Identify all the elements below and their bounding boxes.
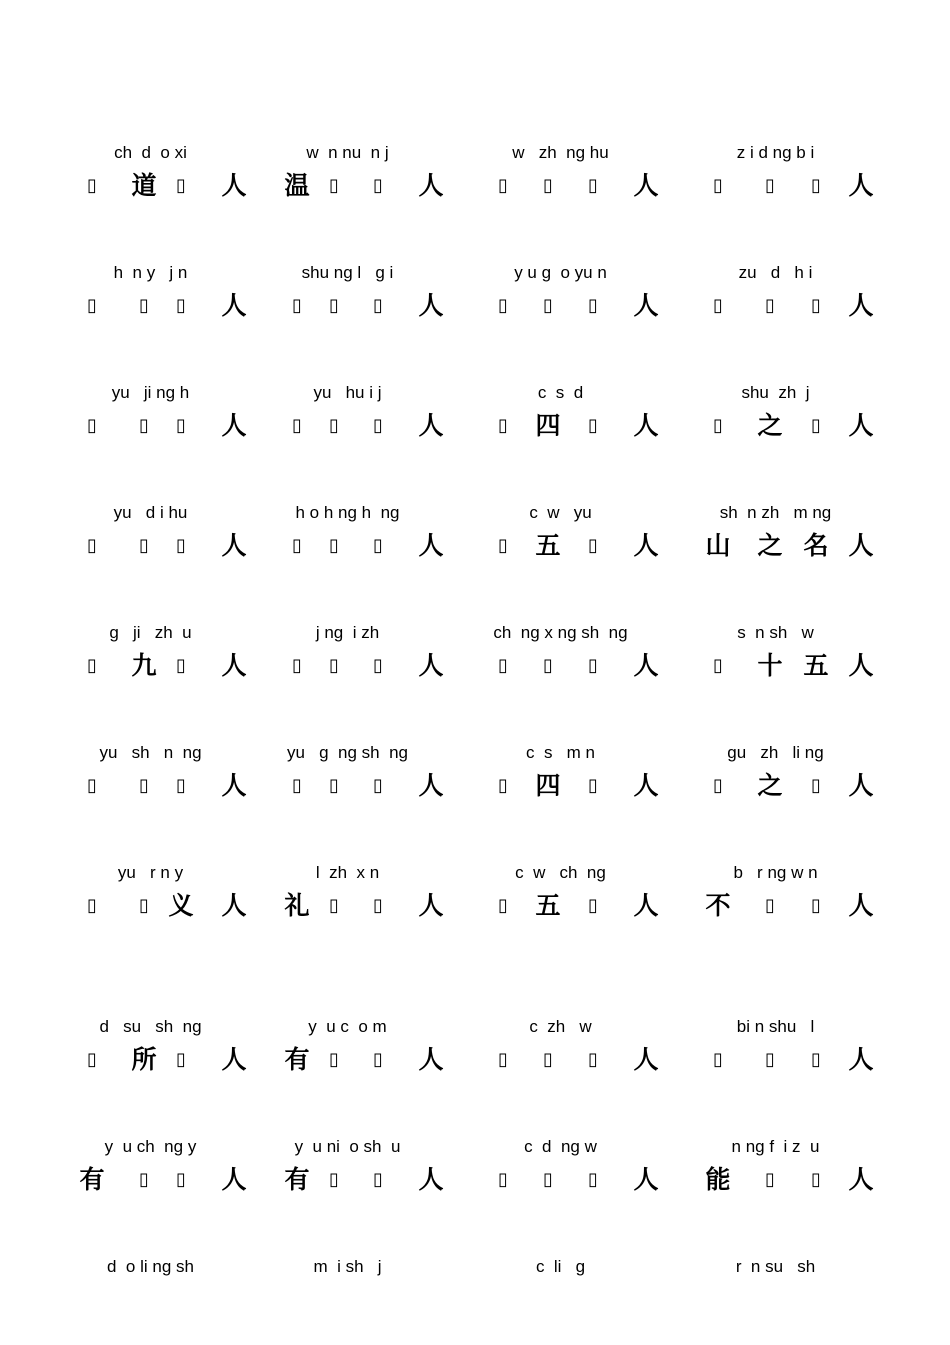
idiom-character: 名 (803, 531, 829, 560)
idiom-character: 之 (757, 771, 783, 800)
idiom-characters (43, 888, 258, 924)
idiom-character: 之 (757, 411, 783, 440)
idiom-cell (453, 502, 668, 582)
idiom-characters (668, 648, 883, 684)
idiom-character: 不 (705, 891, 731, 920)
idiom-cell (43, 742, 258, 822)
missing-character-box[interactable]: ▯ (329, 895, 339, 916)
missing-character-box[interactable]: ▯ (498, 175, 508, 196)
missing-character-box[interactable]: ▯ (373, 1049, 383, 1070)
idiom-cell (240, 862, 455, 942)
idiom-characters (43, 1162, 258, 1198)
idiom-character: 人 (633, 1045, 659, 1074)
idiom-character: 人 (221, 771, 247, 800)
idiom-cell (240, 742, 455, 822)
idiom-character: 人 (848, 651, 874, 680)
pinyin-label: l zh x n (315, 863, 380, 882)
idiom-character: 人 (848, 771, 874, 800)
missing-character-box[interactable]: ▯ (87, 535, 97, 556)
idiom-cell (453, 382, 668, 462)
idiom-character: 人 (633, 291, 659, 320)
missing-character-box[interactable]: ▯ (329, 415, 339, 436)
missing-character-box[interactable]: ▯ (588, 175, 598, 196)
missing-character-box[interactable]: ▯ (498, 415, 508, 436)
pinyin-label: ch ng x ng sh ng (493, 623, 628, 642)
idiom-cell (453, 262, 668, 342)
idiom-character: 人 (418, 411, 444, 440)
idiom-character: 山 (705, 531, 731, 560)
idiom-row (0, 622, 950, 702)
idiom-character: 人 (633, 171, 659, 200)
idiom-characters (668, 768, 883, 804)
pinyin-label: shu zh j (741, 383, 810, 402)
missing-character-box[interactable]: ▯ (498, 655, 508, 676)
missing-character-box[interactable]: ▯ (373, 175, 383, 196)
idiom-character: 人 (221, 171, 247, 200)
pinyin-label: c s d (537, 383, 584, 402)
missing-character-box[interactable]: ▯ (329, 175, 339, 196)
idiom-character: 义 (168, 891, 194, 920)
idiom-row (0, 1016, 950, 1096)
missing-character-box[interactable]: ▯ (498, 535, 508, 556)
idiom-character: 四 (535, 771, 561, 800)
missing-character-box[interactable]: ▯ (176, 295, 186, 316)
missing-character-box[interactable]: ▯ (543, 295, 553, 316)
pinyin-label: sh n zh m ng (719, 503, 832, 522)
idiom-cell (43, 1136, 258, 1216)
idiom-cell (668, 1016, 883, 1096)
idiom-character: 人 (418, 1165, 444, 1194)
pinyin-label: d o li ng sh (107, 1257, 194, 1276)
idiom-character: 九 (131, 651, 157, 680)
missing-character-box[interactable]: ▯ (373, 895, 383, 916)
missing-character-box[interactable]: ▯ (713, 655, 723, 676)
idiom-characters (43, 288, 258, 324)
pinyin-label: j ng i zh (315, 623, 380, 642)
missing-character-box[interactable]: ▯ (139, 535, 149, 556)
idiom-characters (240, 288, 455, 324)
missing-character-box[interactable]: ▯ (811, 895, 821, 916)
idiom-characters (240, 648, 455, 684)
idiom-character: 有 (79, 1165, 105, 1194)
missing-character-box[interactable]: ▯ (87, 295, 97, 316)
idiom-cell (453, 1016, 668, 1096)
missing-character-box[interactable]: ▯ (543, 175, 553, 196)
idiom-cell (453, 142, 668, 222)
idiom-character: 道 (131, 171, 157, 200)
missing-character-box[interactable]: ▯ (329, 1169, 339, 1190)
pinyin-label: yu ji ng h (111, 383, 190, 402)
idiom-row (0, 862, 950, 942)
idiom-characters (43, 408, 258, 444)
missing-character-box[interactable]: ▯ (329, 655, 339, 676)
idiom-characters (240, 528, 455, 564)
idiom-cell (240, 382, 455, 462)
missing-character-box[interactable]: ▯ (713, 775, 723, 796)
missing-character-box[interactable]: ▯ (765, 175, 775, 196)
pinyin-label: d su sh ng (99, 1017, 202, 1036)
pinyin-label: g ji zh u (109, 623, 192, 642)
missing-character-box[interactable]: ▯ (176, 1049, 186, 1070)
idiom-characters (453, 288, 668, 324)
idiom-cell (668, 622, 883, 702)
idiom-cell (240, 142, 455, 222)
missing-character-box[interactable]: ▯ (176, 775, 186, 796)
missing-character-box[interactable]: ▯ (811, 1049, 821, 1070)
idiom-character: 四 (535, 411, 561, 440)
idiom-characters (453, 528, 668, 564)
idiom-characters (453, 648, 668, 684)
idiom-character: 人 (848, 1045, 874, 1074)
pinyin-label: zu d h i (738, 263, 813, 282)
idiom-characters (240, 168, 455, 204)
idiom-character: 礼 (284, 891, 310, 920)
idiom-row (0, 1256, 950, 1336)
pinyin-label: w zh ng hu (512, 143, 609, 162)
idiom-characters (240, 408, 455, 444)
pinyin-label: y u c o m (308, 1017, 387, 1036)
missing-character-box[interactable]: ▯ (176, 415, 186, 436)
idiom-character: 人 (633, 771, 659, 800)
idiom-cell (668, 382, 883, 462)
idiom-character: 人 (848, 411, 874, 440)
pinyin-label: c li g (535, 1257, 586, 1276)
idiom-row (0, 502, 950, 582)
idiom-character: 人 (418, 651, 444, 680)
pinyin-label: h o h ng h ng (295, 503, 400, 522)
missing-character-box[interactable]: ▯ (811, 295, 821, 316)
pinyin-label: n ng f i z u (731, 1137, 820, 1156)
idiom-character: 人 (221, 651, 247, 680)
missing-character-box[interactable]: ▯ (176, 175, 186, 196)
idiom-characters (453, 168, 668, 204)
idiom-character: 人 (221, 531, 247, 560)
idiom-characters (240, 1042, 455, 1078)
idiom-cell (43, 622, 258, 702)
idiom-characters (453, 1042, 668, 1078)
idiom-row (0, 262, 950, 342)
idiom-characters (668, 168, 883, 204)
pinyin-label: b r ng w n (733, 863, 818, 882)
idiom-row (0, 142, 950, 222)
missing-character-box[interactable]: ▯ (87, 655, 97, 676)
idiom-character: 人 (633, 651, 659, 680)
pinyin-label: yu sh n ng (99, 743, 202, 762)
missing-character-box[interactable]: ▯ (588, 655, 598, 676)
pinyin-label: yu g ng sh ng (287, 743, 408, 762)
missing-character-box[interactable]: ▯ (588, 895, 598, 916)
missing-character-box[interactable]: ▯ (765, 1169, 775, 1190)
missing-character-box[interactable]: ▯ (713, 295, 723, 316)
idiom-cell (43, 262, 258, 342)
missing-character-box[interactable]: ▯ (139, 295, 149, 316)
idiom-cell (668, 502, 883, 582)
pinyin-label: ch d o xi (114, 143, 187, 162)
idiom-character: 之 (757, 531, 783, 560)
missing-character-box[interactable]: ▯ (588, 295, 598, 316)
idiom-character: 十 (757, 651, 783, 680)
pinyin-label: r n su sh (735, 1257, 816, 1276)
missing-character-box[interactable]: ▯ (139, 415, 149, 436)
idiom-character: 所 (131, 1045, 157, 1074)
idiom-character: 人 (848, 171, 874, 200)
pinyin-label: yu d i hu (113, 503, 188, 522)
pinyin-label: shu ng l g i (301, 263, 394, 282)
missing-character-box[interactable]: ▯ (292, 535, 302, 556)
missing-character-box[interactable]: ▯ (543, 1049, 553, 1070)
idiom-characters (240, 1162, 455, 1198)
missing-character-box[interactable]: ▯ (176, 1169, 186, 1190)
missing-character-box[interactable]: ▯ (498, 1169, 508, 1190)
idiom-cell (43, 502, 258, 582)
idiom-cell (43, 382, 258, 462)
missing-character-box[interactable]: ▯ (588, 1169, 598, 1190)
idiom-characters (43, 648, 258, 684)
missing-character-box[interactable]: ▯ (811, 415, 821, 436)
idiom-character: 温 (284, 171, 310, 200)
idiom-character: 人 (848, 891, 874, 920)
missing-character-box[interactable]: ▯ (713, 1049, 723, 1070)
missing-character-box[interactable]: ▯ (588, 535, 598, 556)
missing-character-box[interactable]: ▯ (373, 295, 383, 316)
missing-character-box[interactable]: ▯ (811, 775, 821, 796)
idiom-cell (43, 862, 258, 942)
idiom-character: 人 (221, 891, 247, 920)
pinyin-label: y u g o yu n (514, 263, 607, 282)
idiom-characters (43, 528, 258, 564)
idiom-cell (240, 1016, 455, 1096)
idiom-row (0, 1136, 950, 1216)
idiom-character: 人 (221, 1165, 247, 1194)
idiom-row (0, 742, 950, 822)
idiom-character: 人 (221, 1045, 247, 1074)
missing-character-box[interactable]: ▯ (713, 175, 723, 196)
idiom-cell (453, 862, 668, 942)
idiom-character: 人 (418, 1045, 444, 1074)
missing-character-box[interactable]: ▯ (373, 775, 383, 796)
idiom-cell (453, 622, 668, 702)
idiom-cell (453, 1256, 668, 1336)
pinyin-label: bi n shu l (736, 1017, 815, 1036)
pinyin-label: s n sh w (737, 623, 814, 642)
idiom-character: 人 (633, 1165, 659, 1194)
pinyin-label: y u ch ng y (104, 1137, 197, 1156)
missing-character-box[interactable]: ▯ (87, 775, 97, 796)
missing-character-box[interactable]: ▯ (87, 895, 97, 916)
missing-character-box[interactable]: ▯ (373, 535, 383, 556)
idiom-cell (240, 1136, 455, 1216)
idiom-character: 人 (221, 411, 247, 440)
missing-character-box[interactable]: ▯ (329, 295, 339, 316)
idiom-cell (668, 742, 883, 822)
idiom-characters (668, 408, 883, 444)
missing-character-box[interactable]: ▯ (329, 535, 339, 556)
missing-character-box[interactable]: ▯ (176, 655, 186, 676)
missing-character-box[interactable]: ▯ (87, 1049, 97, 1070)
idiom-character: 人 (418, 891, 444, 920)
missing-character-box[interactable]: ▯ (588, 1049, 598, 1070)
missing-character-box[interactable]: ▯ (139, 895, 149, 916)
idiom-character: 人 (633, 531, 659, 560)
idiom-characters (668, 888, 883, 924)
idiom-characters (668, 1162, 883, 1198)
missing-character-box[interactable]: ▯ (373, 1169, 383, 1190)
idiom-characters (453, 1162, 668, 1198)
idiom-character: 人 (418, 771, 444, 800)
missing-character-box[interactable]: ▯ (139, 775, 149, 796)
idiom-character: 人 (633, 411, 659, 440)
idiom-character: 人 (848, 1165, 874, 1194)
idiom-character: 人 (221, 291, 247, 320)
idiom-character: 能 (705, 1165, 731, 1194)
idiom-character: 人 (633, 891, 659, 920)
idiom-characters (43, 768, 258, 804)
idiom-character: 有 (284, 1045, 310, 1074)
idiom-characters (240, 888, 455, 924)
idiom-characters (453, 888, 668, 924)
pinyin-label: c zh w (529, 1017, 592, 1036)
idiom-row (0, 382, 950, 462)
missing-character-box[interactable]: ▯ (543, 1169, 553, 1190)
idiom-characters (453, 408, 668, 444)
idiom-characters (668, 528, 883, 564)
idiom-cell (43, 1016, 258, 1096)
pinyin-label: m i sh j (313, 1257, 382, 1276)
idiom-character: 人 (418, 531, 444, 560)
pinyin-label: c s m n (526, 743, 595, 762)
missing-character-box[interactable]: ▯ (292, 415, 302, 436)
pinyin-label: c w yu (529, 503, 592, 522)
missing-character-box[interactable]: ▯ (292, 295, 302, 316)
pinyin-label: gu zh li ng (727, 743, 824, 762)
idiom-character: 有 (284, 1165, 310, 1194)
pinyin-label: y u ni o sh u (294, 1137, 401, 1156)
pinyin-label: yu hu i j (313, 383, 382, 402)
missing-character-box[interactable]: ▯ (588, 415, 598, 436)
idiom-cell (43, 142, 258, 222)
idiom-character: 人 (418, 171, 444, 200)
missing-character-box[interactable]: ▯ (87, 175, 97, 196)
idiom-character: 五 (535, 891, 561, 920)
missing-character-box[interactable]: ▯ (373, 655, 383, 676)
idiom-characters (43, 1042, 258, 1078)
idiom-character: 人 (418, 291, 444, 320)
idiom-character: 人 (848, 291, 874, 320)
idiom-cell (668, 262, 883, 342)
pinyin-label: w n nu n j (306, 143, 389, 162)
idiom-characters (43, 168, 258, 204)
missing-character-box[interactable]: ▯ (329, 1049, 339, 1070)
idiom-cell (668, 1136, 883, 1216)
idiom-cell (240, 1256, 455, 1336)
missing-character-box[interactable]: ▯ (292, 775, 302, 796)
missing-character-box[interactable]: ▯ (713, 415, 723, 436)
idiom-characters (453, 768, 668, 804)
missing-character-box[interactable]: ▯ (498, 295, 508, 316)
missing-character-box[interactable]: ▯ (373, 415, 383, 436)
idiom-cell (668, 142, 883, 222)
pinyin-label: c w ch ng (515, 863, 606, 882)
pinyin-label: c d ng w (524, 1137, 597, 1156)
idiom-characters (668, 288, 883, 324)
idiom-cell (43, 1256, 258, 1336)
idiom-character: 人 (848, 531, 874, 560)
missing-character-box[interactable]: ▯ (811, 175, 821, 196)
missing-character-box[interactable]: ▯ (87, 415, 97, 436)
idiom-cell (453, 1136, 668, 1216)
idiom-cell (240, 502, 455, 582)
idiom-cell (668, 862, 883, 942)
idiom-cell (453, 742, 668, 822)
idiom-character: 五 (535, 531, 561, 560)
missing-character-box[interactable]: ▯ (292, 655, 302, 676)
missing-character-box[interactable]: ▯ (498, 895, 508, 916)
pinyin-label: h n y j n (113, 263, 188, 282)
pinyin-label: z i d ng b i (736, 143, 815, 162)
pinyin-label: yu r n y (117, 863, 184, 882)
missing-character-box[interactable]: ▯ (765, 895, 775, 916)
missing-character-box[interactable]: ▯ (139, 1169, 149, 1190)
missing-character-box[interactable]: ▯ (765, 295, 775, 316)
missing-character-box[interactable]: ▯ (765, 1049, 775, 1070)
idiom-cell (240, 622, 455, 702)
idiom-character: 五 (803, 651, 829, 680)
missing-character-box[interactable]: ▯ (329, 775, 339, 796)
missing-character-box[interactable]: ▯ (811, 1169, 821, 1190)
missing-character-box[interactable]: ▯ (176, 535, 186, 556)
missing-character-box[interactable]: ▯ (498, 775, 508, 796)
idiom-cell (240, 262, 455, 342)
idiom-cell (668, 1256, 883, 1336)
missing-character-box[interactable]: ▯ (588, 775, 598, 796)
missing-character-box[interactable]: ▯ (498, 1049, 508, 1070)
missing-character-box[interactable]: ▯ (543, 655, 553, 676)
idiom-characters (240, 768, 455, 804)
idiom-characters (668, 1042, 883, 1078)
